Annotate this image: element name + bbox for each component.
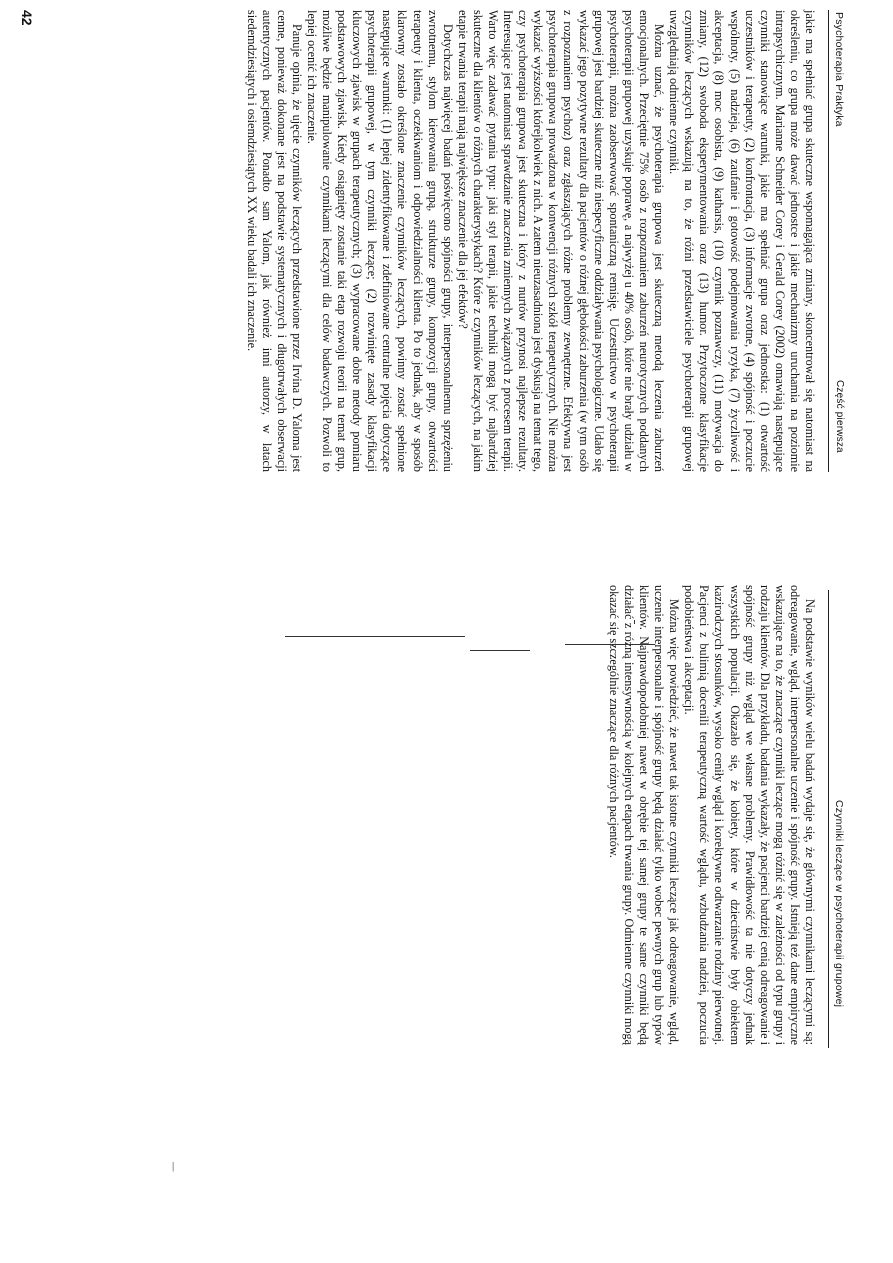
left-paragraph: jakie ma spełniać grupa skuteczne wspomagająca zmiany, skoncentrował się natomiast na określeniu, co grupa może dawać jednostce i jakie mechanizmy uruchamia na poziomie intrapsychicznym. Marianne Schneider Corey i Gerald Corey (2002) omawiają następujące czynniki stanowiące warunki, jakie ma spełniać grupa oraz jednostka: (1) otwartość uczestników i terapeuty, (2) konfrontacja, (3) informacje zwrotne, (4) spójność i poczucie wspólnoty, (5) nadzieja, (6) zaufanie i gotowość podejmowania ryzyka, (7) życzliwość i akceptacja, (8) moc osobista, (9) katharsis, (10) czynnik poznawczy, (11) motywacja do zmiany, (12) swoboda eksperymentowania oraz (13) humor. Przytoczone klasyfikacje czynników leczących wskazują na to, że różni przedstawiciele psychoterapii grupowej uwzględniają odmienne czynniki. <box>667 10 817 472</box>
right-page-header-rule <box>828 590 829 1048</box>
right-paragraph: Można więc powiedzieć, że nawet tak istotne czynniki leczące jak odreagowanie, wgląd, uczenie interpersonalne i spójność grupy będą działać tylko wobec pewnych grup lub typów klientów. Najprawdopodobniej nawet w obrębie tej samej grupy te same czynniki będą działać z różną intensywnością w kolejnych etapach trwania grupy. Odmienne czynniki mogą okazać się szczególnie znaczące dla różnych pacjentów. <box>606 585 682 1045</box>
left-page-header-right: Część pierwsza <box>834 380 845 453</box>
page-number: 42 <box>19 10 35 26</box>
right-page-column <box>606 585 817 1045</box>
scan-artifact-line <box>634 620 635 624</box>
left-page-header-rule <box>828 10 829 472</box>
left-paragraph: Panuje opinia, że ujęcie czynników leczących przedstawione przez Irvina D. Yaloma jest cenne, ponieważ dokonane jest na podstawie systematycznych i długotrwałych obserwacji autentycznych pacjentów. Ponadto sam Yalom, jak również inni autorzy, w latach siedemdziesiątych i osiemdziesiątych XX wieku badali ich znaczenie. <box>244 10 304 472</box>
left-paragraph: Dotychczas najwięcej badań poświęcono spójności grupy, interpersonalnemu sprzężeniu zwrotnemu, stylom kierowania grupą, strukturze grupy, kompozycji grupy, otwartości terapeuty i klienta, oczekiwaniom i odpowiedzialności klienta. Po to jednak, aby w sposób klarowny zostało określone znaczenie czynników leczących, powinny zostać spełnione następujące warunki: (1) lepiej zidentyfikowane i zdefiniowane centralne pojęcia dotyczące psychoterapii grupowej, w tym czynniki leczące; (2) rozwinięte zasady klasyfikacji kluczowych zjawisk w grupach terapeutycznych; (3) wypracowane dobre metody pomiaru podstawowych zjawisk. Kiedy osiągnięty zostanie taki etap rozwoju teorii na temat grup, możliwe będzie manipulowanie czynnikami leczącymi dla celów badawczych. Pozwoli to lepiej ocenić ich znaczenie. <box>304 10 455 472</box>
right-page-header: Czynniki leczące w psychoterapii grupowej <box>833 800 845 1008</box>
left-paragraph: Można uznać, że psychoterapia grupowa jest skuteczną metodą leczenia zaburzeń emocjonalnych. Przeciętnie 75% osób z rozpoznaniem zaburzeń neurotycznych poddanych psychoterapii grupowej uzyskuje poprawę, a najwyżej u 40% osób, które nie brały udziału w psychoterapii, można zaobserwować spontaniczną remisję. Uczestnictwo w psychoterapii grupowej jest bardziej skuteczne niż niespecyficzne oddziaływania psychologiczne. Udało się wykazać jego pozytywne rezultaty dla pacjentów o różnej głębokości zaburzenia (w tym osób z rozpoznaniem psychoz) oraz zgłaszających różne problemy zewnętrzne. Efektywna jest psychoterapia grupowa prowadzona w konwencji różnych szkół terapeutycznych. Nie można wykazać wyższości którejkolwiek z nich. A zatem nieuzasadniona jest dyskusja na temat tego, czy psychoterapia grupowa jest skuteczna i który z nurtów przynosi najlepsze rezultaty. Interesujące jest natomiast sprawdzanie znaczenia zmiennych związanych z procesem terapii. Warto więc zadawać pytania typu: jaki styl terapii, jakie techniki mogą być najbardziej skuteczne dla klientów o różnych charakterystykach? Które z czynników leczących, na jakim etapie trwania terapii mają największe znaczenie dla jej efektów? <box>455 10 667 472</box>
scan-artifact-line <box>565 644 655 645</box>
right-paragraph: Na podstawie wyników wielu badań wydaje się, że głównymi czynnikami leczącymi są: odreagowanie, wgląd, interpersonalne uczenie i spójność grupy. Istnieją też dane empiryczne wskazujące na to, że znaczące czynniki leczące mogą różnić się w zależności od typu grupy i rodzaju klientów. Dla przykładu, badania wykazały, że pacjenci bardziej cenią odreagowanie i spójność grupy niż wgląd we własne problemy. Prawidłowość ta nie dotyczy jednak wszystkich populacji. Okazało się, że kobiety, które w dzieciństwie były obiektem kazirodczych stosunków, wysoko ceniły wgląd i korektywne odtwarzanie rodziny pierwotnej. Pacjenci z bulimią docenili terapeutyczną wartość wglądu, wzbudzania nadziei, poczucia podobieństwa i akceptacji. <box>682 585 817 1045</box>
left-page-header-left: Psychoterapia Praktyka <box>833 12 845 127</box>
scan-artifact-line <box>470 650 530 651</box>
scan-artifact-line <box>285 636 465 637</box>
left-page-column <box>243 10 817 472</box>
scan-artifact-mark: | <box>172 1160 175 1172</box>
